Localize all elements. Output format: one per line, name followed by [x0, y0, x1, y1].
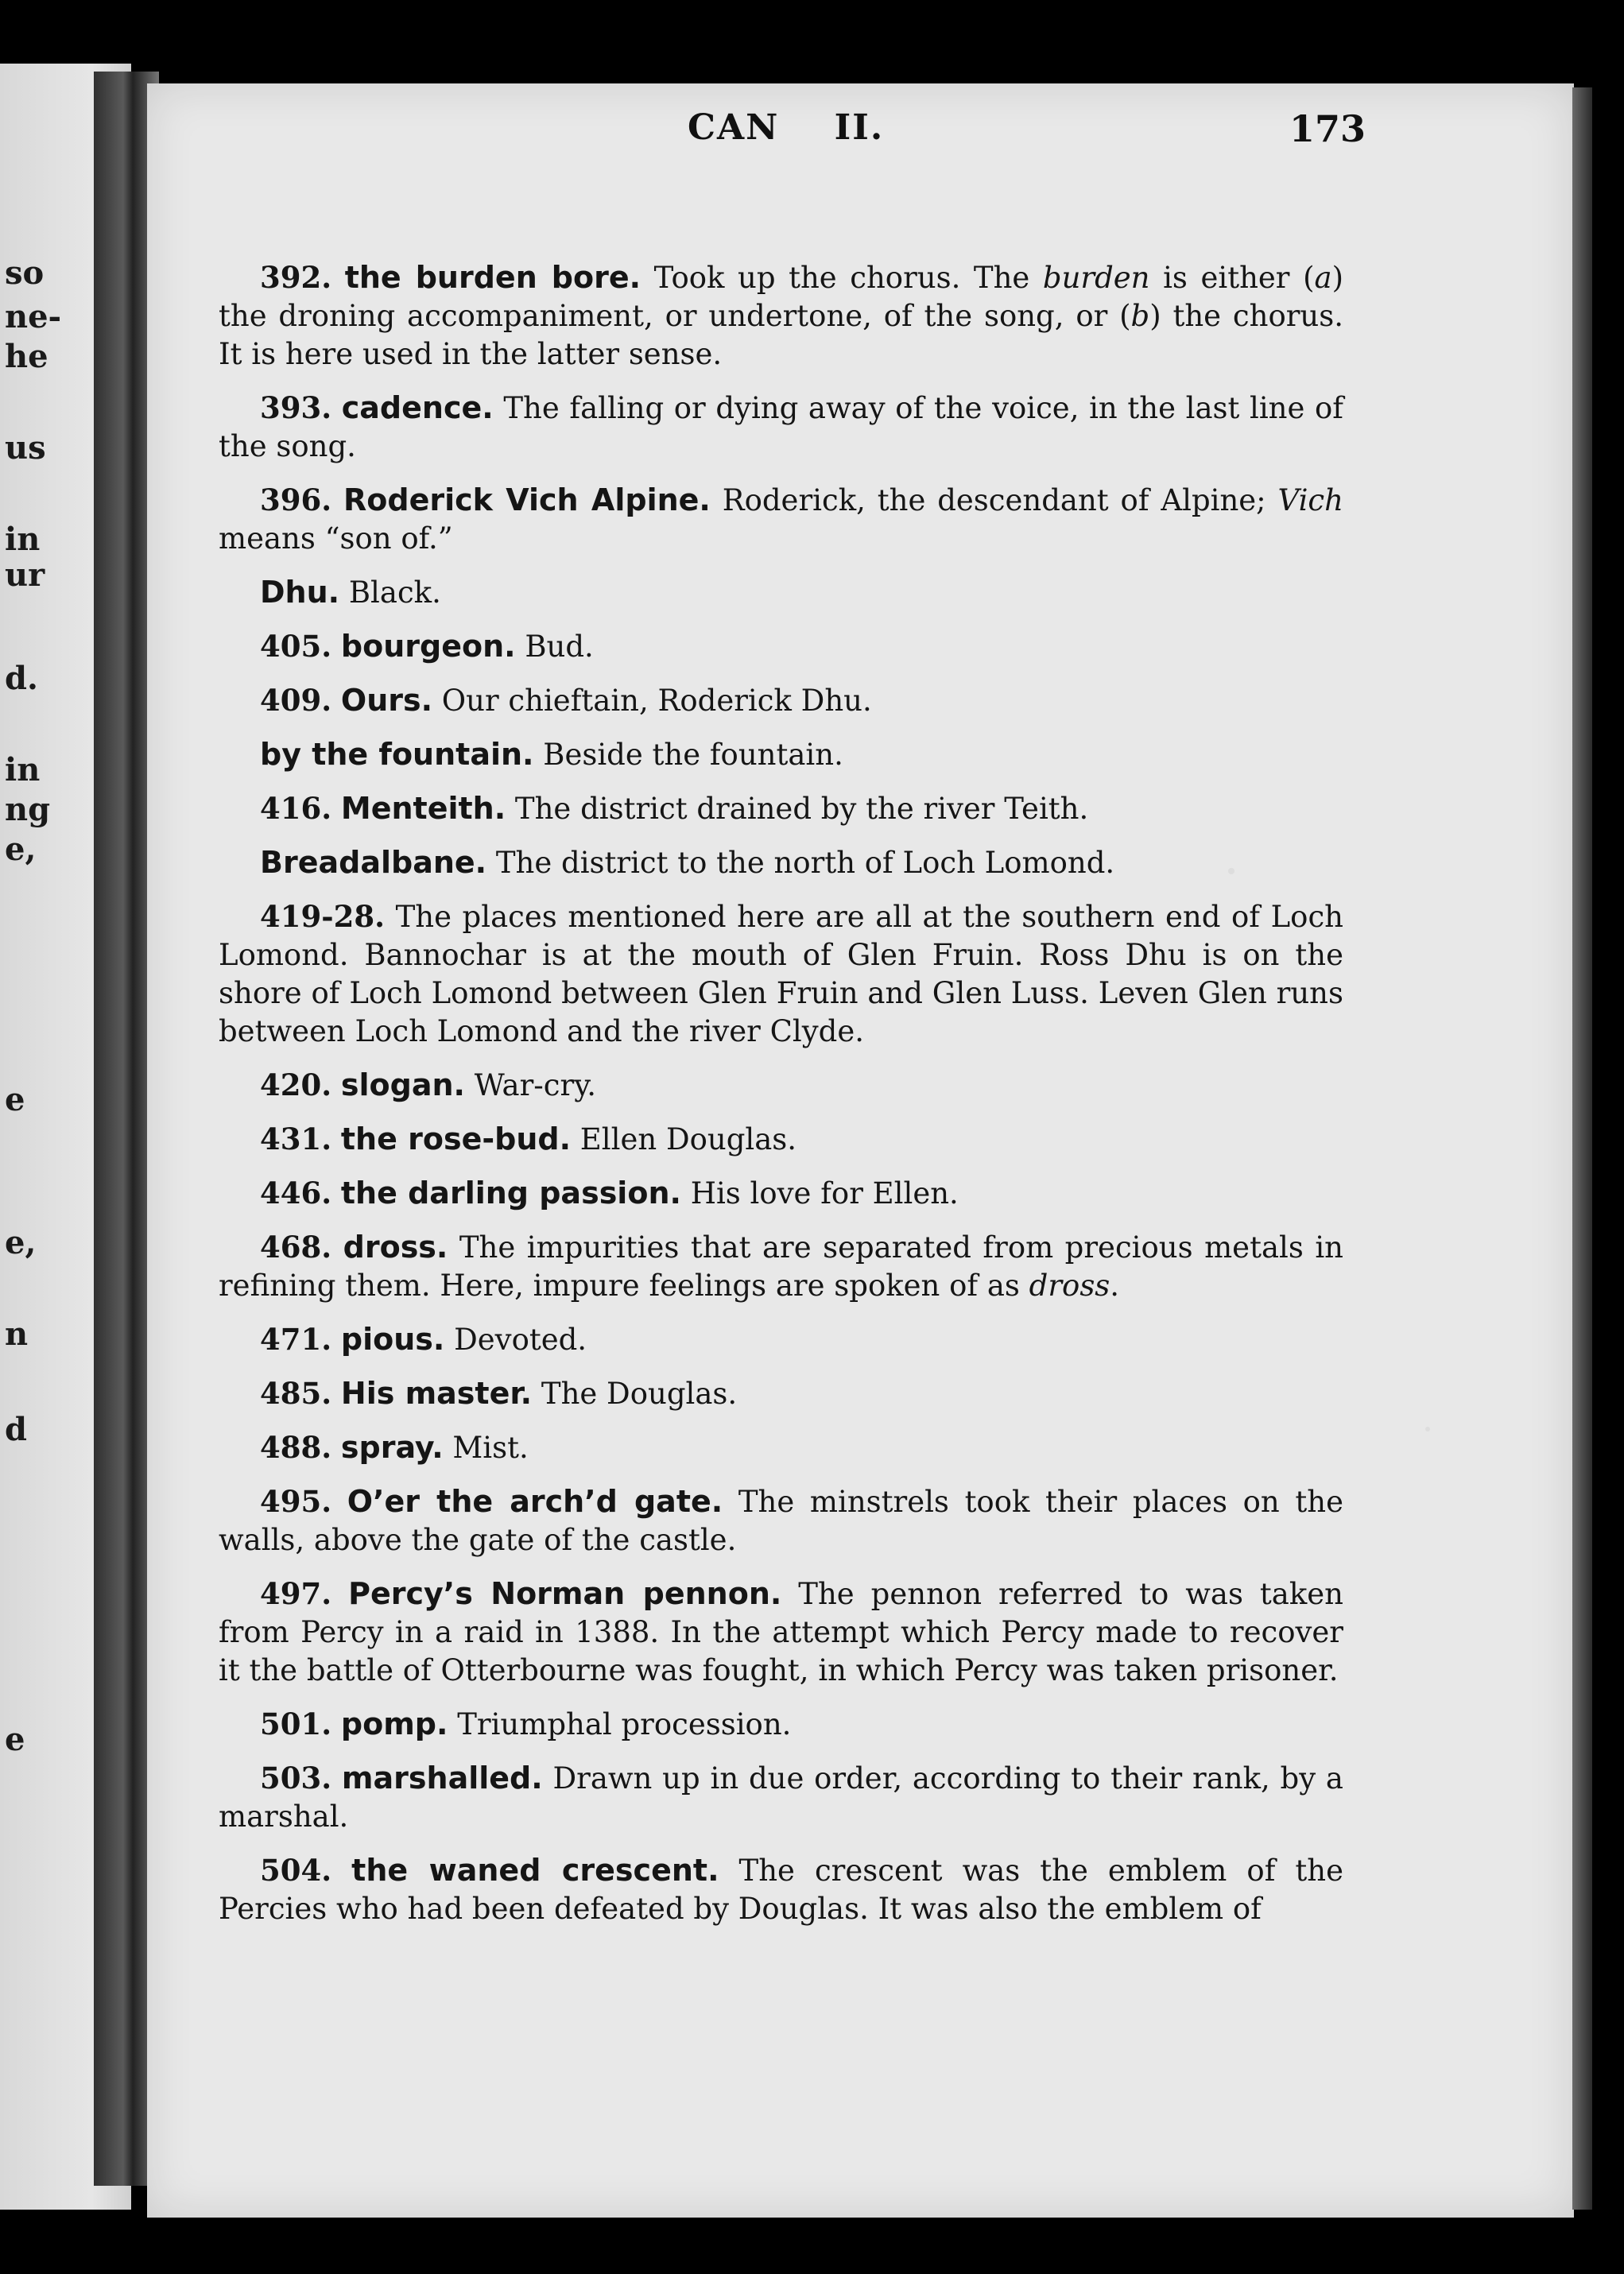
- note-gloss-text: Ellen Douglas.: [571, 1122, 797, 1156]
- note-gloss-text: The Douglas.: [532, 1377, 738, 1411]
- note-gloss-text: The district drained by the river Teith.: [506, 792, 1089, 826]
- left-page-text-fragment: in: [5, 521, 41, 558]
- note-entry: [219, 481, 1343, 558]
- note-gloss-text: Roderick, the descendant of Alpine;: [710, 483, 1278, 517]
- note-headword: marshalled.: [341, 1761, 543, 1796]
- note-line-number: 471.: [260, 1322, 332, 1357]
- note-line-number: 396.: [260, 482, 332, 517]
- note-line-number: 416.: [260, 791, 332, 826]
- left-page-text-fragment: d.: [5, 660, 38, 697]
- note-entry: [219, 1120, 1343, 1159]
- note-line-number: 393.: [260, 390, 332, 425]
- note-gloss-text: means “son of.”: [219, 521, 453, 556]
- left-page-text-fragment: n: [5, 1315, 29, 1353]
- note-headword: the burden bore.: [344, 260, 641, 295]
- note-entry: [219, 1174, 1343, 1213]
- note-headword: Percy’s Norman pennon.: [348, 1576, 782, 1611]
- note-gloss-text: The minstrels took their places on the walls, above the gate of the castle.: [219, 1485, 1344, 1557]
- note-headword: His master.: [340, 1376, 533, 1411]
- note-line-number: 501.: [260, 1706, 332, 1741]
- note-headword: bourgeon.: [340, 629, 516, 664]
- note-entry: [219, 573, 1343, 612]
- note-line-number: 419-28.: [260, 899, 385, 934]
- note-entry: [219, 843, 1343, 882]
- note-gloss-text: The district to the north of Loch Lomond.: [486, 846, 1115, 880]
- left-page-text-fragment: e: [5, 1721, 25, 1758]
- note-gloss-text: Devoted.: [444, 1323, 587, 1357]
- note-headword: Roderick Vich Alpine.: [343, 482, 711, 517]
- note-headword: Breadalbane.: [260, 845, 487, 880]
- note-entry: [219, 1759, 1343, 1836]
- note-gloss-text: Took up the chorus. The: [641, 261, 1043, 295]
- note-line-number: 409.: [260, 683, 332, 718]
- note-gloss-text: Drawn up in due order, according to their rank, by a marshal.: [219, 1761, 1343, 1834]
- note-entry: [219, 627, 1343, 666]
- note-headword: O’er the arch’d gate.: [347, 1484, 723, 1519]
- note-entry: [219, 1374, 1343, 1413]
- note-headword: dross.: [343, 1230, 448, 1265]
- note-entry: [219, 1428, 1343, 1467]
- note-gloss-text: ) the droning accompaniment, or undertone, of the song, or (: [219, 261, 1344, 333]
- page-number: 173: [1289, 107, 1366, 150]
- note-headword: pomp.: [340, 1706, 448, 1741]
- note-gloss-text: a: [1314, 261, 1332, 295]
- note-entry: [219, 1482, 1343, 1559]
- note-gloss-text: .: [1110, 1269, 1120, 1303]
- note-gloss-text: dross: [1029, 1269, 1110, 1303]
- note-gloss-text: The falling or dying away of the voice, in the last line of the song.: [219, 391, 1343, 463]
- note-headword: the waned crescent.: [351, 1853, 719, 1888]
- note-line-number: 405.: [260, 629, 332, 664]
- note-entry: [219, 1575, 1343, 1690]
- note-entry: [219, 681, 1343, 720]
- note-line-number: 420.: [260, 1067, 332, 1102]
- note-entry: [219, 735, 1343, 774]
- note-gloss-text: b: [1130, 299, 1150, 333]
- note-entry: [219, 1705, 1343, 1744]
- left-page-text-fragment: e,: [5, 1224, 37, 1261]
- note-headword: by the fountain.: [260, 737, 534, 772]
- note-gloss-text: Triumphal procession.: [448, 1707, 792, 1741]
- note-gloss-text: is either (: [1149, 261, 1315, 295]
- left-page-text-fragment: he: [5, 338, 48, 375]
- left-page-text-fragment: d: [5, 1411, 27, 1448]
- paper-speck: [1425, 1427, 1430, 1431]
- note-headword: Menteith.: [340, 791, 506, 826]
- note-headword: the rose-bud.: [340, 1122, 572, 1156]
- note-gloss-text: burden: [1042, 261, 1150, 295]
- note-line-number: 495.: [260, 1484, 332, 1519]
- left-page-text-fragment: us: [5, 429, 46, 467]
- note-headword: Dhu.: [260, 575, 340, 610]
- note-entry: [219, 1851, 1343, 1928]
- note-entry: [219, 1066, 1343, 1105]
- notes-body: [219, 258, 1343, 1943]
- note-gloss-text: Vich: [1277, 483, 1343, 517]
- note-gloss-text: ) the chorus. It is here used in the latter sense.: [219, 299, 1343, 371]
- note-line-number: 504.: [260, 1853, 332, 1888]
- note-line-number: 468.: [260, 1230, 332, 1265]
- note-headword: pious.: [340, 1322, 445, 1357]
- note-entry: [219, 897, 1343, 1051]
- note-entry: [219, 1228, 1343, 1305]
- note-line-number: 392.: [260, 260, 332, 295]
- note-headword: the darling passion.: [340, 1176, 681, 1211]
- note-entry: [219, 389, 1343, 466]
- note-gloss-text: Bud.: [515, 630, 594, 664]
- note-gloss-text: The places mentioned here are all at the southern end of Loch Lomond. Bannochar is at the mouth of Glen Fruin. Ross Dhu is on the shore of Loch Lomond between Glen Fruin and Glen Luss. Leven Glen runs between Loch Lomond and the river Clyde.: [219, 900, 1343, 1048]
- note-gloss-text: The pennon referred to was taken from Percy in a raid in 1388. In the attempt which Percy made to recover it the battle of Otterbourne was fought, in which Percy was taken prisoner.: [219, 1577, 1343, 1687]
- note-gloss-text: His love for Ellen.: [680, 1176, 959, 1211]
- note-gloss-text: War-cry.: [464, 1068, 596, 1102]
- note-entry: [219, 789, 1343, 828]
- left-page-text-fragment: so: [5, 254, 45, 292]
- note-line-number: 497.: [260, 1576, 332, 1611]
- left-page-text-fragment: ur: [5, 556, 45, 594]
- note-line-number: 446.: [260, 1176, 332, 1211]
- note-entry: [219, 1320, 1343, 1359]
- note-line-number: 431.: [260, 1122, 332, 1156]
- note-gloss-text: The impurities that are separated from precious metals in refining them. Here, impure feelings are spoken of as: [219, 1230, 1343, 1303]
- note-gloss-text: Black.: [339, 575, 441, 610]
- note-headword: slogan.: [340, 1067, 465, 1102]
- note-gloss-text: Mist.: [443, 1431, 529, 1465]
- note-headword: Ours.: [340, 683, 433, 718]
- page-edge-shadow: [1572, 87, 1592, 2210]
- left-page-text-fragment: ng: [5, 791, 51, 828]
- note-entry: [219, 258, 1343, 374]
- page-header: [0, 107, 1624, 155]
- left-page-text-fragment: in: [5, 751, 41, 788]
- note-headword: cadence.: [341, 390, 494, 425]
- note-gloss-text: The crescent was the emblem of the Percies who had been defeated by Douglas. It was also the emblem of: [219, 1854, 1343, 1926]
- note-headword: spray.: [340, 1430, 444, 1465]
- note-gloss-text: Beside the fountain.: [533, 738, 843, 772]
- note-line-number: 488.: [260, 1430, 332, 1465]
- running-head: CAN II.: [688, 107, 885, 148]
- left-page-text-fragment: e: [5, 1081, 25, 1118]
- paper-speck: [1228, 868, 1234, 874]
- left-page-text-fragment: e,: [5, 831, 37, 868]
- left-page-text-fragment: ne-: [5, 298, 62, 335]
- note-gloss-text: Our chieftain, Roderick Dhu.: [432, 684, 872, 718]
- note-line-number: 503.: [260, 1761, 332, 1796]
- note-line-number: 485.: [260, 1376, 332, 1411]
